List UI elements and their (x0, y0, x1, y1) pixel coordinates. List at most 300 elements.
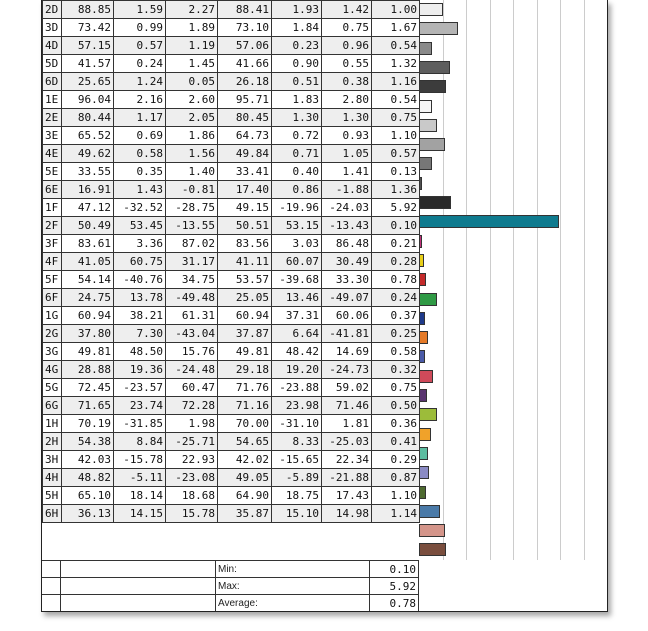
delta-e-cell: 0.37 (372, 307, 420, 325)
table-row (43, 361, 420, 379)
bar-3f (419, 254, 424, 267)
l-meas-cell: 17.40 (218, 181, 272, 199)
a-meas-cell: -23.88 (272, 379, 322, 397)
b-ref-cell: 2.27 (166, 1, 218, 19)
l-ref-cell: 16.91 (62, 181, 114, 199)
patch-id-cell: 6H (43, 505, 62, 523)
l-ref-cell: 25.65 (62, 73, 114, 91)
l-meas-cell: 88.41 (218, 1, 272, 19)
bar-6h (419, 543, 446, 556)
delta-e-cell: 0.41 (372, 433, 420, 451)
l-meas-cell: 73.10 (218, 19, 272, 37)
a-meas-cell: 19.20 (272, 361, 322, 379)
l-meas-cell: 70.00 (218, 415, 272, 433)
patch-id-cell: 4D (43, 37, 62, 55)
l-ref-cell: 47.12 (62, 199, 114, 217)
b-meas-cell: -21.88 (322, 469, 372, 487)
b-meas-cell: 30.49 (322, 253, 372, 271)
average-label: Average: (216, 594, 370, 611)
delta-e-cell: 1.10 (372, 487, 420, 505)
patch-id-cell: 2F (43, 217, 62, 235)
average-value: 0.78 (370, 594, 419, 611)
l-meas-cell: 49.84 (218, 145, 272, 163)
delta-e-cell: 1.36 (372, 181, 420, 199)
grid-line (537, 0, 538, 560)
l-meas-cell: 33.41 (218, 163, 272, 181)
bar-6g (419, 428, 431, 441)
a-meas-cell: 0.23 (272, 37, 322, 55)
l-ref-cell: 96.04 (62, 91, 114, 109)
a-meas-cell: 0.90 (272, 55, 322, 73)
b-meas-cell: 14.69 (322, 343, 372, 361)
table-row (43, 397, 420, 415)
b-meas-cell: 1.41 (322, 163, 372, 181)
l-meas-cell: 53.57 (218, 271, 272, 289)
l-meas-cell: 71.16 (218, 397, 272, 415)
b-ref-cell: 15.76 (166, 343, 218, 361)
l-ref-cell: 48.82 (62, 469, 114, 487)
delta-e-cell: 0.75 (372, 379, 420, 397)
summary-max-row (42, 577, 607, 594)
b-ref-cell: 1.45 (166, 55, 218, 73)
delta-e-cell: 1.32 (372, 55, 420, 73)
patch-id-cell: 6D (43, 73, 62, 91)
b-meas-cell: -24.03 (322, 199, 372, 217)
delta-e-cell: 0.50 (372, 397, 420, 415)
b-ref-cell: 31.17 (166, 253, 218, 271)
l-ref-cell: 72.45 (62, 379, 114, 397)
bar-1g (419, 331, 428, 344)
l-meas-cell: 41.11 (218, 253, 272, 271)
b-ref-cell: 15.78 (166, 505, 218, 523)
measurement-table (42, 0, 420, 523)
b-meas-cell: 0.38 (322, 73, 372, 91)
b-ref-cell: 1.19 (166, 37, 218, 55)
l-meas-cell: 35.87 (218, 505, 272, 523)
a-meas-cell: 0.51 (272, 73, 322, 91)
delta-e-cell: 0.28 (372, 253, 420, 271)
a-ref-cell: 19.36 (114, 361, 166, 379)
l-meas-cell: 49.05 (218, 469, 272, 487)
a-meas-cell: 8.33 (272, 433, 322, 451)
table-row (43, 253, 420, 271)
patch-id-cell: 4E (43, 145, 62, 163)
delta-e-report (41, 0, 608, 612)
b-ref-cell: 72.28 (166, 397, 218, 415)
b-meas-cell: -13.43 (322, 217, 372, 235)
a-ref-cell: -23.57 (114, 379, 166, 397)
patch-id-cell: 1E (43, 91, 62, 109)
l-meas-cell: 25.05 (218, 289, 272, 307)
bar-5d (419, 61, 450, 74)
a-meas-cell: 23.98 (272, 397, 322, 415)
a-ref-cell: 1.59 (114, 1, 166, 19)
a-meas-cell: 18.75 (272, 487, 322, 505)
b-ref-cell: 18.68 (166, 487, 218, 505)
l-meas-cell: 54.65 (218, 433, 272, 451)
bar-3e (419, 138, 445, 151)
l-ref-cell: 54.14 (62, 271, 114, 289)
a-meas-cell: 1.30 (272, 109, 322, 127)
b-ref-cell: -24.48 (166, 361, 218, 379)
l-meas-cell: 95.71 (218, 91, 272, 109)
b-meas-cell: 22.34 (322, 451, 372, 469)
l-ref-cell: 49.62 (62, 145, 114, 163)
a-meas-cell: -5.89 (272, 469, 322, 487)
b-ref-cell: 87.02 (166, 235, 218, 253)
b-ref-cell: 22.93 (166, 451, 218, 469)
table-row (43, 469, 420, 487)
delta-e-cell: 0.25 (372, 325, 420, 343)
b-meas-cell: -49.07 (322, 289, 372, 307)
table-row (43, 19, 420, 37)
patch-id-cell: 6F (43, 289, 62, 307)
l-ref-cell: 65.10 (62, 487, 114, 505)
b-meas-cell: 1.81 (322, 415, 372, 433)
b-meas-cell: 2.80 (322, 91, 372, 109)
b-meas-cell: -41.81 (322, 325, 372, 343)
table-row (43, 109, 420, 127)
b-ref-cell: -49.48 (166, 289, 218, 307)
table-row (43, 55, 420, 73)
l-meas-cell: 29.18 (218, 361, 272, 379)
b-meas-cell: 0.75 (322, 19, 372, 37)
a-meas-cell: -15.65 (272, 451, 322, 469)
bar-3h (419, 486, 426, 499)
b-ref-cell: 60.47 (166, 379, 218, 397)
l-meas-cell: 71.76 (218, 379, 272, 397)
summary-average-row (42, 594, 607, 611)
bar-4f (419, 273, 426, 286)
patch-id-cell: 4F (43, 253, 62, 271)
b-ref-cell: -23.08 (166, 469, 218, 487)
delta-e-cell: 0.10 (372, 217, 420, 235)
table-row (43, 163, 420, 181)
patch-id-cell: 2E (43, 109, 62, 127)
a-ref-cell: 0.35 (114, 163, 166, 181)
bar-4e (419, 157, 432, 170)
patch-id-cell: 4G (43, 361, 62, 379)
l-ref-cell: 24.75 (62, 289, 114, 307)
patch-id-cell: 1G (43, 307, 62, 325)
grid-line (466, 0, 467, 560)
delta-e-cell: 0.24 (372, 289, 420, 307)
l-meas-cell: 49.81 (218, 343, 272, 361)
b-ref-cell: 1.86 (166, 127, 218, 145)
patch-id-cell: 5H (43, 487, 62, 505)
l-meas-cell: 64.73 (218, 127, 272, 145)
delta-e-cell: 1.00 (372, 1, 420, 19)
b-meas-cell: 33.30 (322, 271, 372, 289)
l-meas-cell: 60.94 (218, 307, 272, 325)
b-meas-cell: 71.46 (322, 397, 372, 415)
patch-id-cell: 4H (43, 469, 62, 487)
a-meas-cell: 37.31 (272, 307, 322, 325)
l-ref-cell: 73.42 (62, 19, 114, 37)
a-meas-cell: 1.84 (272, 19, 322, 37)
delta-e-cell: 0.75 (372, 109, 420, 127)
b-ref-cell: -0.81 (166, 181, 218, 199)
b-meas-cell: 0.96 (322, 37, 372, 55)
a-ref-cell: 0.58 (114, 145, 166, 163)
bar-1e (419, 100, 432, 113)
l-meas-cell: 26.18 (218, 73, 272, 91)
bar-5f (419, 293, 437, 306)
table-row (43, 271, 420, 289)
min-value: 0.10 (370, 560, 419, 577)
a-ref-cell: 8.84 (114, 433, 166, 451)
patch-id-cell: 5D (43, 55, 62, 73)
b-meas-cell: 59.02 (322, 379, 372, 397)
bar-2e (419, 119, 437, 132)
patch-id-cell: 3G (43, 343, 62, 361)
a-meas-cell: 6.64 (272, 325, 322, 343)
bar-6f (419, 312, 425, 325)
a-ref-cell: 0.99 (114, 19, 166, 37)
grid-line (560, 0, 561, 560)
patch-id-cell: 3D (43, 19, 62, 37)
b-meas-cell: 1.05 (322, 145, 372, 163)
b-ref-cell: -43.04 (166, 325, 218, 343)
a-meas-cell: 0.40 (272, 163, 322, 181)
a-ref-cell: -5.11 (114, 469, 166, 487)
l-ref-cell: 41.05 (62, 253, 114, 271)
a-ref-cell: 0.69 (114, 127, 166, 145)
b-meas-cell: 17.43 (322, 487, 372, 505)
bar-1f (419, 215, 559, 228)
bar-5h (419, 524, 445, 537)
a-ref-cell: -32.52 (114, 199, 166, 217)
a-ref-cell: 14.15 (114, 505, 166, 523)
delta-e-cell: 0.29 (372, 451, 420, 469)
b-meas-cell: -25.03 (322, 433, 372, 451)
l-ref-cell: 33.55 (62, 163, 114, 181)
bar-4d (419, 42, 432, 55)
delta-e-cell: 0.13 (372, 163, 420, 181)
a-ref-cell: 13.78 (114, 289, 166, 307)
table-row (43, 181, 420, 199)
l-ref-cell: 80.44 (62, 109, 114, 127)
b-ref-cell: 2.60 (166, 91, 218, 109)
bar-5g (419, 408, 437, 421)
l-meas-cell: 80.45 (218, 109, 272, 127)
table-row (43, 505, 420, 523)
delta-e-cell: 0.78 (372, 271, 420, 289)
b-ref-cell: 2.05 (166, 109, 218, 127)
bar-4g (419, 389, 427, 402)
max-value: 5.92 (370, 577, 419, 594)
patch-id-cell: 6G (43, 397, 62, 415)
a-ref-cell: 1.24 (114, 73, 166, 91)
table-row (43, 415, 420, 433)
l-ref-cell: 49.81 (62, 343, 114, 361)
table-row (43, 451, 420, 469)
bar-6d (419, 80, 446, 93)
delta-e-cell: 5.92 (372, 199, 420, 217)
patch-id-cell: 1F (43, 199, 62, 217)
l-meas-cell: 41.66 (218, 55, 272, 73)
delta-e-cell: 1.67 (372, 19, 420, 37)
l-ref-cell: 83.61 (62, 235, 114, 253)
patch-id-cell: 5E (43, 163, 62, 181)
summary-min-row (42, 560, 607, 577)
a-ref-cell: 0.57 (114, 37, 166, 55)
table-row (43, 307, 420, 325)
patch-id-cell: 3F (43, 235, 62, 253)
l-meas-cell: 83.56 (218, 235, 272, 253)
bar-2h (419, 466, 429, 479)
table-row (43, 37, 420, 55)
l-ref-cell: 65.52 (62, 127, 114, 145)
b-meas-cell: 1.42 (322, 1, 372, 19)
b-ref-cell: -28.75 (166, 199, 218, 217)
bar-1h (419, 447, 428, 460)
a-ref-cell: -15.78 (114, 451, 166, 469)
bar-3d (419, 22, 458, 35)
b-meas-cell: 14.98 (322, 505, 372, 523)
a-meas-cell: 15.10 (272, 505, 322, 523)
patch-id-cell: 3H (43, 451, 62, 469)
max-label: Max: (216, 577, 370, 594)
table-row (43, 91, 420, 109)
l-ref-cell: 50.49 (62, 217, 114, 235)
table-row (43, 289, 420, 307)
min-label: Min: (216, 560, 370, 577)
b-meas-cell: 86.48 (322, 235, 372, 253)
a-meas-cell: 0.86 (272, 181, 322, 199)
a-meas-cell: -39.68 (272, 271, 322, 289)
l-ref-cell: 57.15 (62, 37, 114, 55)
a-meas-cell: 0.72 (272, 127, 322, 145)
a-ref-cell: 1.17 (114, 109, 166, 127)
a-meas-cell: 3.03 (272, 235, 322, 253)
l-meas-cell: 42.02 (218, 451, 272, 469)
a-ref-cell: 18.14 (114, 487, 166, 505)
delta-e-cell: 1.10 (372, 127, 420, 145)
l-ref-cell: 28.88 (62, 361, 114, 379)
l-ref-cell: 41.57 (62, 55, 114, 73)
b-ref-cell: 1.40 (166, 163, 218, 181)
l-meas-cell: 64.90 (218, 487, 272, 505)
delta-e-cell: 0.54 (372, 91, 420, 109)
delta-e-cell: 0.32 (372, 361, 420, 379)
bar-3g (419, 370, 433, 383)
patch-id-cell: 2H (43, 433, 62, 451)
grid-line (513, 0, 514, 560)
a-ref-cell: 48.50 (114, 343, 166, 361)
b-ref-cell: -13.55 (166, 217, 218, 235)
patch-id-cell: 3E (43, 127, 62, 145)
a-meas-cell: 13.46 (272, 289, 322, 307)
l-ref-cell: 60.94 (62, 307, 114, 325)
table-row (43, 145, 420, 163)
l-meas-cell: 57.06 (218, 37, 272, 55)
a-meas-cell: 53.15 (272, 217, 322, 235)
b-meas-cell: -1.88 (322, 181, 372, 199)
a-ref-cell: 23.74 (114, 397, 166, 415)
table-row (43, 487, 420, 505)
patch-id-cell: 6E (43, 181, 62, 199)
delta-e-cell: 0.87 (372, 469, 420, 487)
table-row (43, 127, 420, 145)
patch-id-cell: 2G (43, 325, 62, 343)
delta-e-cell: 1.16 (372, 73, 420, 91)
b-meas-cell: 0.93 (322, 127, 372, 145)
a-meas-cell: -19.96 (272, 199, 322, 217)
delta-e-cell: 1.14 (372, 505, 420, 523)
delta-e-cell: 0.58 (372, 343, 420, 361)
l-ref-cell: 42.03 (62, 451, 114, 469)
b-ref-cell: 1.56 (166, 145, 218, 163)
b-ref-cell: 1.98 (166, 415, 218, 433)
patch-id-cell: 5F (43, 271, 62, 289)
a-ref-cell: 1.43 (114, 181, 166, 199)
a-ref-cell: 0.24 (114, 55, 166, 73)
bar-2g (419, 350, 425, 363)
bar-2d (419, 3, 443, 16)
table-row (43, 235, 420, 253)
a-meas-cell: 60.07 (272, 253, 322, 271)
a-meas-cell: 1.83 (272, 91, 322, 109)
l-ref-cell: 54.38 (62, 433, 114, 451)
a-meas-cell: 1.93 (272, 1, 322, 19)
l-meas-cell: 37.87 (218, 325, 272, 343)
summary-section (42, 560, 607, 611)
bar-6e (419, 196, 451, 209)
b-ref-cell: 0.05 (166, 73, 218, 91)
b-meas-cell: 0.55 (322, 55, 372, 73)
patch-id-cell: 1H (43, 415, 62, 433)
delta-e-bar-chart (419, 0, 607, 560)
table-row (43, 1, 420, 19)
delta-e-cell: 0.57 (372, 145, 420, 163)
a-ref-cell: 3.36 (114, 235, 166, 253)
a-ref-cell: 60.75 (114, 253, 166, 271)
b-meas-cell: -24.73 (322, 361, 372, 379)
patch-id-cell: 2D (43, 1, 62, 19)
table-row (43, 379, 420, 397)
l-ref-cell: 36.13 (62, 505, 114, 523)
b-meas-cell: 60.06 (322, 307, 372, 325)
a-ref-cell: 38.21 (114, 307, 166, 325)
a-ref-cell: 7.30 (114, 325, 166, 343)
l-meas-cell: 49.15 (218, 199, 272, 217)
l-ref-cell: 71.65 (62, 397, 114, 415)
b-ref-cell: 61.31 (166, 307, 218, 325)
l-ref-cell: 37.80 (62, 325, 114, 343)
grid-line (584, 0, 585, 560)
l-meas-cell: 50.51 (218, 217, 272, 235)
b-meas-cell: 1.30 (322, 109, 372, 127)
delta-e-cell: 0.36 (372, 415, 420, 433)
bar-4h (419, 505, 440, 518)
a-ref-cell: -31.85 (114, 415, 166, 433)
grid-line (490, 0, 491, 560)
bar-5e (419, 177, 422, 190)
a-ref-cell: 53.45 (114, 217, 166, 235)
l-ref-cell: 70.19 (62, 415, 114, 433)
a-ref-cell: 2.16 (114, 91, 166, 109)
l-ref-cell: 88.85 (62, 1, 114, 19)
table-row (43, 73, 420, 91)
bar-2f (419, 235, 422, 248)
table-row (43, 217, 420, 235)
delta-e-cell: 0.21 (372, 235, 420, 253)
b-ref-cell: -25.71 (166, 433, 218, 451)
table-row (43, 343, 420, 361)
table-row (43, 199, 420, 217)
a-meas-cell: 0.71 (272, 145, 322, 163)
